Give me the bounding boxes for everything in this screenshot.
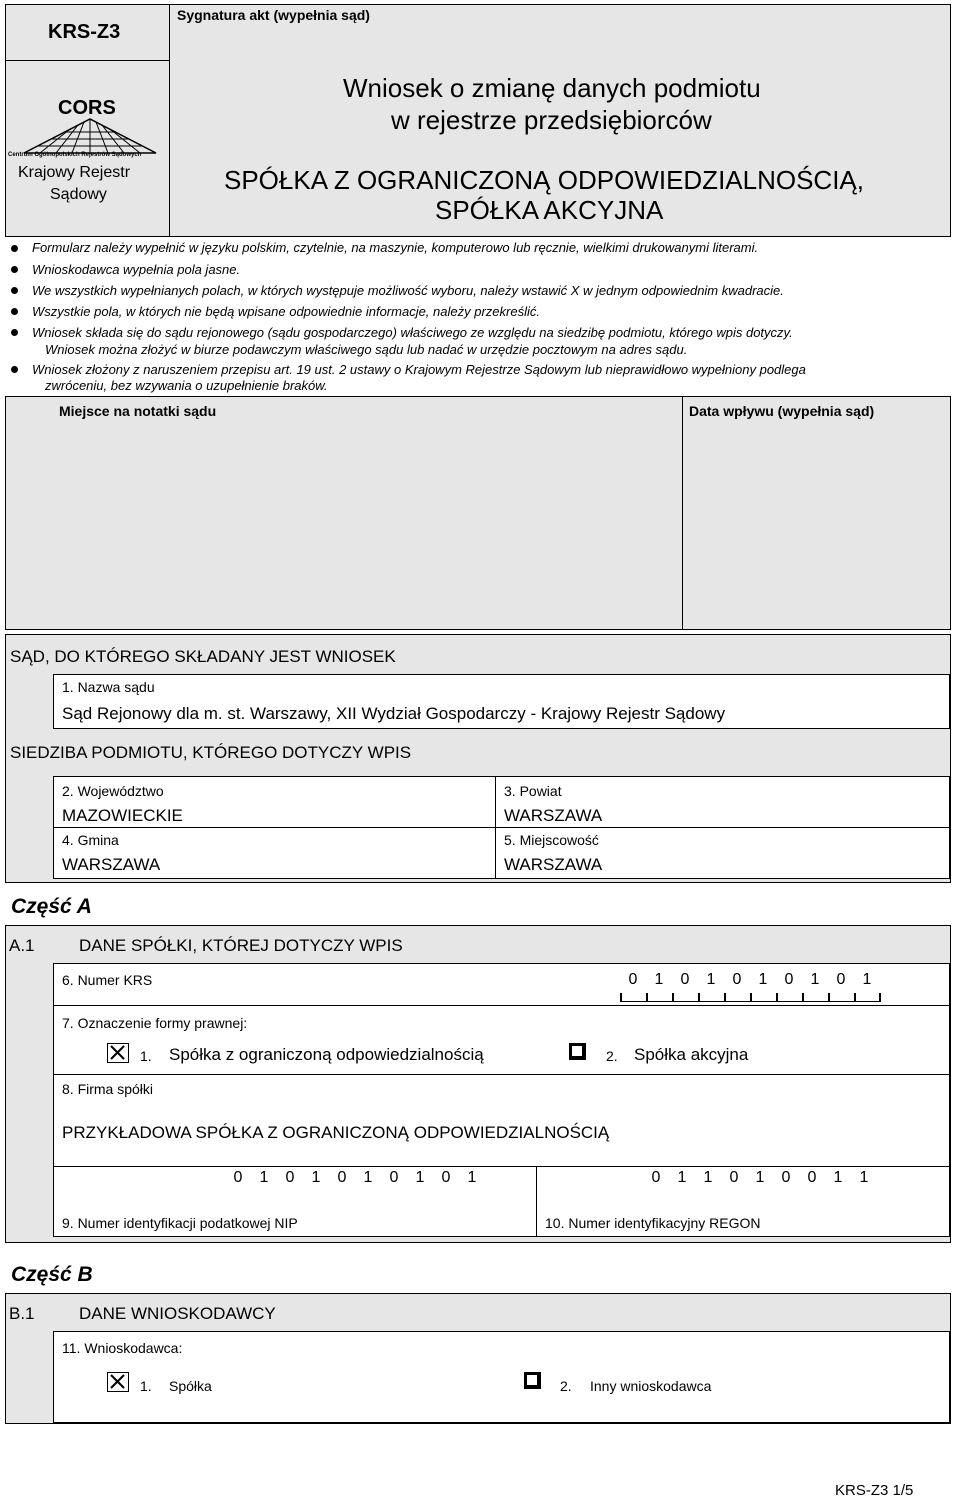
- applicant-option2-checkbox[interactable]: [524, 1372, 541, 1389]
- locality-value: WARSZAWA: [504, 855, 603, 874]
- regon-digit: 1: [859, 1169, 869, 1186]
- county-field[interactable]: [495, 776, 950, 828]
- instruction-item: Formularz należy wypełnić w języku polskim, czytelnie, na maszynie, komputerowo lub ręcznie, wielkimi drukowanymi literami.: [32, 240, 759, 255]
- court-section-heading: SĄD, DO KTÓREGO SKŁADANY JEST WNIOSEK: [10, 647, 396, 666]
- checkbox-x-icon: [108, 1373, 127, 1390]
- form-title-line1: Wniosek o zmianę danych podmiotu: [343, 73, 761, 103]
- court-name-label: 1. Nazwa sądu: [62, 679, 155, 695]
- nip-digit: 1: [415, 1169, 425, 1186]
- notes-divider: [682, 397, 683, 629]
- commune-field[interactable]: [53, 827, 496, 879]
- nip-digit: 1: [259, 1169, 269, 1186]
- regon-digit: 0: [781, 1169, 791, 1186]
- krs-digit: 1: [810, 971, 820, 988]
- applicant-label: 11. Wnioskodawca:: [62, 1340, 183, 1356]
- legal-form-label: 7. Oznaczenie formy prawnej:: [62, 1015, 248, 1031]
- checkbox-x-icon: [108, 1044, 127, 1061]
- voivodeship-label: 2. Województwo: [62, 783, 164, 799]
- krs-digit: 1: [758, 971, 768, 988]
- regon-digit: 1: [677, 1169, 687, 1186]
- header-logo-box: [5, 60, 170, 237]
- legal-form-option2-number: 2.: [606, 1048, 618, 1064]
- commune-value: WARSZAWA: [62, 855, 161, 874]
- company-name-field[interactable]: [53, 1074, 950, 1167]
- logo-text: CORS: [58, 97, 116, 119]
- county-label: 3. Powiat: [504, 783, 562, 799]
- nip-digit: 0: [441, 1169, 451, 1186]
- krs-digits: [620, 971, 880, 989]
- signature-label: Sygnatura akt (wypełnia sąd): [177, 7, 370, 23]
- registry-name-line1: Krajowy Rejestr: [18, 164, 131, 181]
- instruction-item: Wniosek można złożyć w biurze podawczym właściwego sądu lub nadać w urzędzie pocztowym na adres sądu.: [45, 342, 688, 357]
- header-title-box: [169, 4, 951, 237]
- instruction-item: Wniosek składa się do sądu rejonowego (sądu gospodarczego) właściwego ze względu na siedzibę podmiotu, którego wpis dotyczy.: [32, 325, 793, 340]
- applicant-option1-number: 1.: [140, 1378, 152, 1394]
- krs-digit: 0: [680, 971, 690, 988]
- seat-section-heading: SIEDZIBA PODMIOTU, KTÓREGO DOTYCZY WPIS: [10, 743, 412, 762]
- bullet-icon: [11, 308, 18, 315]
- krs-digit: 1: [862, 971, 872, 988]
- bullet-icon: [11, 329, 18, 336]
- commune-label: 4. Gmina: [62, 832, 119, 848]
- receipt-date-label: Data wpływu (wypełnia sąd): [689, 403, 875, 419]
- registry-name-line2: Sądowy: [50, 186, 107, 203]
- regon-field[interactable]: [536, 1166, 950, 1237]
- krs-digit: 1: [654, 971, 664, 988]
- regon-digit: 1: [833, 1169, 843, 1186]
- logo-icon: [20, 117, 160, 155]
- nip-digit: 1: [467, 1169, 477, 1186]
- regon-digit: 0: [729, 1169, 739, 1186]
- page-code: KRS-Z3 1/5: [835, 1482, 914, 1499]
- krs-digit: 0: [836, 971, 846, 988]
- applicant-option2-label: Inny wnioskodawca: [590, 1378, 712, 1394]
- legal-form-field: [53, 1005, 950, 1075]
- nip-digit: 0: [337, 1169, 347, 1186]
- logo-subtext: Centrum Ogólnopolskich Rejestrów Sądowych: [8, 152, 142, 158]
- court-notes-area: [5, 396, 951, 630]
- krs-number-label: 6. Numer KRS: [62, 972, 153, 988]
- header-form-code-box: [5, 4, 170, 61]
- court-name-value: Sąd Rejonowy dla m. st. Warszawy, XII Wydział Gospodarczy - Krajowy Rejestr Sądowy: [62, 704, 726, 723]
- instruction-item: zwróceniu, bez wzywania o uzupełnienie braków.: [45, 378, 328, 393]
- part-b-heading: Część B: [11, 1263, 93, 1286]
- locality-field[interactable]: [495, 827, 950, 879]
- regon-digit: 1: [703, 1169, 713, 1186]
- regon-digit: 0: [651, 1169, 661, 1186]
- bullet-icon: [11, 287, 18, 294]
- instruction-item: Wszystkie pola, w których nie będą wpisane odpowiednie informacje, należy przekreślić.: [32, 304, 540, 319]
- nip-field[interactable]: [53, 1166, 537, 1237]
- instruction-item: We wszystkich wypełnianych polach, w których występuje możliwość wyboru, należy wstawić X w jednym odpowiednim kwadracie.: [32, 283, 784, 298]
- regon-digits: [643, 1169, 877, 1187]
- regon-digit: 1: [755, 1169, 765, 1186]
- regon-digit: 0: [807, 1169, 817, 1186]
- legal-form-option1-label: Spółka z ograniczoną odpowiedzialnością: [169, 1045, 484, 1064]
- instruction-item: Wniosek złożony z naruszeniem przepisu art. 19 ust. 2 ustawy o Krajowym Rejestrze Sądowym lub nieprawidłowo wypełniony podlega: [32, 362, 806, 377]
- form-code: KRS-Z3: [48, 21, 121, 43]
- nip-digits: [225, 1169, 485, 1187]
- nip-digit: 1: [311, 1169, 321, 1186]
- instruction-item: Wnioskodawca wypełnia pola jasne.: [32, 262, 241, 277]
- krs-digit: 1: [706, 971, 716, 988]
- nip-digit: 0: [285, 1169, 295, 1186]
- county-value: WARSZAWA: [504, 806, 603, 825]
- nip-digit: 0: [389, 1169, 399, 1186]
- voivodeship-value: MAZOWIECKIE: [62, 806, 183, 825]
- krs-digit: 0: [628, 971, 638, 988]
- locality-label: 5. Miejscowość: [504, 832, 599, 848]
- section-a1-code: A.1: [9, 936, 35, 955]
- bullet-icon: [11, 245, 18, 252]
- krs-number-field[interactable]: [53, 963, 950, 1006]
- part-a-heading: Część A: [11, 895, 92, 918]
- section-b1-title: DANE WNIOSKODAWCY: [79, 1304, 276, 1323]
- applicant-field: [53, 1331, 950, 1423]
- applicant-option1-label: Spółka: [169, 1378, 212, 1394]
- form-subtitle-line1: SPÓŁKA Z OGRANICZONĄ ODPOWIEDZIALNOŚCIĄ,: [224, 165, 864, 195]
- voivodeship-field[interactable]: [53, 776, 496, 828]
- legal-form-option2-checkbox[interactable]: [569, 1043, 586, 1060]
- regon-label: 10. Numer identyfikacyjny REGON: [545, 1215, 761, 1231]
- part-a-section: [5, 925, 951, 1243]
- nip-label: 9. Numer identyfikacji podatkowej NIP: [62, 1215, 298, 1231]
- nip-digit: 1: [363, 1169, 373, 1186]
- applicant-option2-number: 2.: [560, 1378, 572, 1394]
- court-notes-label: Miejsce na notatki sądu: [59, 403, 217, 419]
- legal-form-option1-number: 1.: [140, 1048, 152, 1064]
- court-name-field[interactable]: [53, 674, 950, 729]
- bullet-icon: [11, 366, 18, 373]
- form-subtitle-line2: SPÓŁKA AKCYJNA: [435, 195, 664, 225]
- form-title-line2: w rejestrze przedsiębiorców: [391, 105, 712, 135]
- krs-digit: 0: [784, 971, 794, 988]
- krs-digit-ticks: [620, 992, 881, 1002]
- section-b1-code: B.1: [9, 1304, 35, 1323]
- court-section: [5, 634, 951, 883]
- legal-form-option1-checkbox[interactable]: [107, 1043, 129, 1063]
- bullet-icon: [11, 266, 18, 273]
- company-name-label: 8. Firma spółki: [62, 1081, 154, 1097]
- part-b-section: [5, 1293, 951, 1424]
- nip-digit: 0: [233, 1169, 243, 1186]
- legal-form-option2-label: Spółka akcyjna: [634, 1045, 749, 1064]
- applicant-option1-checkbox[interactable]: [107, 1372, 129, 1392]
- company-name-value: PRZYKŁADOWA SPÓŁKA Z OGRANICZONĄ ODPOWIEDZIALNOŚCIĄ: [62, 1123, 610, 1142]
- krs-digit: 0: [732, 971, 742, 988]
- section-a1-title: DANE SPÓŁKI, KTÓREJ DOTYCZY WPIS: [79, 936, 403, 955]
